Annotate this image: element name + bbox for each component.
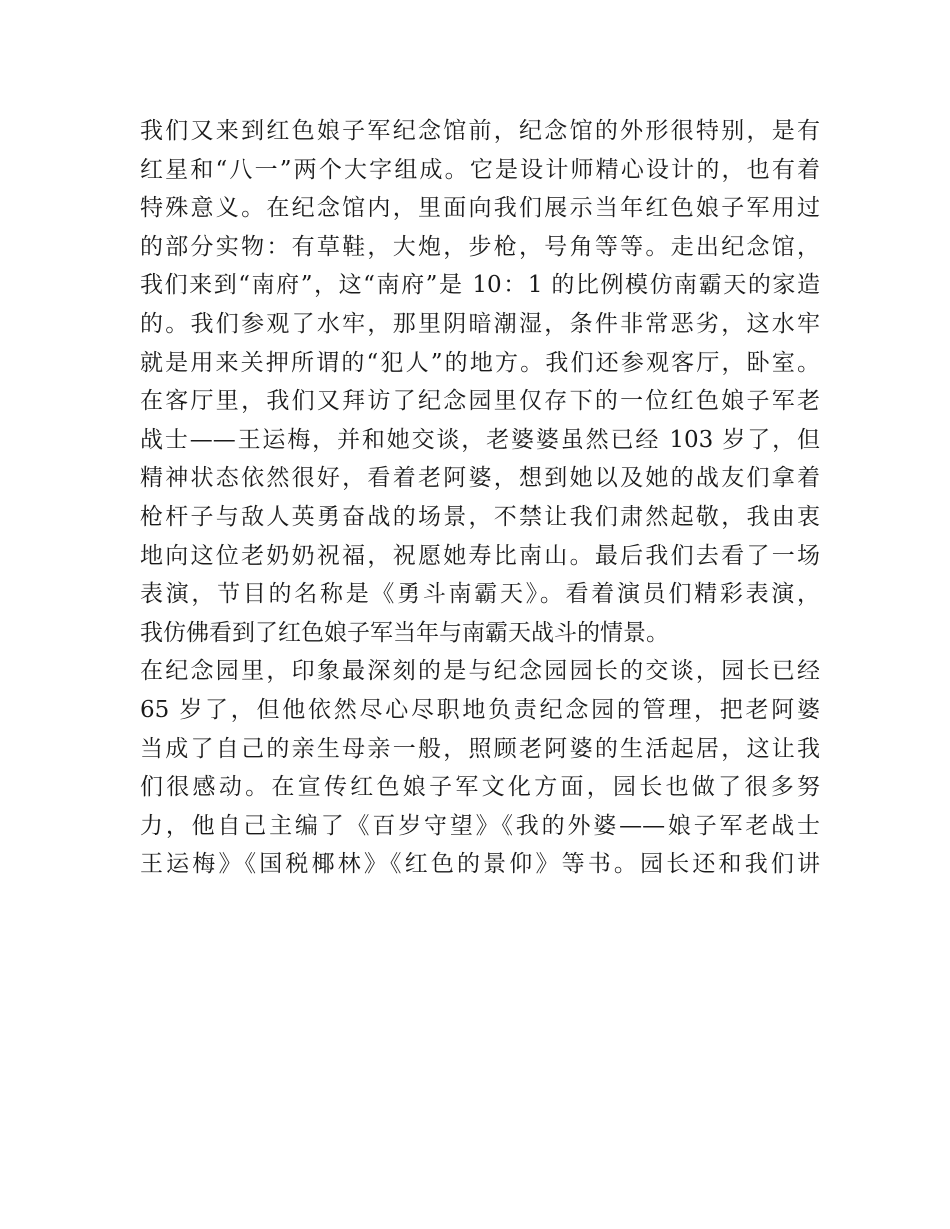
text-line: 枪杆子与敌人英勇奋战的场景，不禁让我们肃然起敬，我由衷 [140, 503, 820, 530]
text-line: 的部分实物：有草鞋，大炮，步枪，号角等等。走出纪念馆， [140, 233, 820, 260]
text-line: 我仿佛看到了红色娘子军当年与南霸天战斗的情景。 [140, 619, 669, 646]
text-line: 战士——王运梅，并和她交谈，老婆婆虽然已经 103 岁了，但 [140, 426, 820, 453]
text-line: 的。我们参观了水牢，那里阴暗潮湿，条件非常恶劣，这水牢 [140, 310, 820, 337]
text-line: 我们又来到红色娘子军纪念馆前，纪念馆的外形很特别，是有 [140, 118, 820, 144]
text-line: 当成了自己的亲生母亲一般，照顾老阿婆的生活起居，这让我 [140, 735, 820, 762]
text-line: 表演，节目的名称是《勇斗南霸天》。看着演员们精彩表演， [140, 581, 820, 608]
text-line: 特殊意义。在纪念馆内，里面向我们展示当年红色娘子军用过 [140, 195, 820, 222]
text-line: 在纪念园里，印象最深刻的是与纪念园园长的交谈，园长已经 [140, 658, 820, 685]
text-line: 在客厅里，我们又拜访了纪念园里仅存下的一位红色娘子军老 [140, 388, 820, 415]
text-line: 地向这位老奶奶祝福，祝愿她寿比南山。最后我们去看了一场 [140, 542, 820, 569]
text-line: 65 岁了，但他依然尽心尽职地负责纪念园的管理，把老阿婆 [140, 696, 820, 723]
text-line: 精神状态依然很好，看着老阿婆，想到她以及她的战友们拿着 [140, 465, 820, 492]
text-line: 王运梅》《国税椰林》《红色的景仰》等书。园长还和我们讲 [140, 851, 820, 878]
text-line: 红星和“八一”两个大字组成。它是设计师精心设计的，也有着 [140, 156, 820, 183]
paragraph-1 [140, 112, 820, 652]
paragraph-2 [140, 652, 820, 884]
body-text [140, 112, 820, 884]
text-line: 们很感动。在宣传红色娘子军文化方面，园长也做了很多努 [140, 774, 820, 801]
text-line: 就是用来关押所谓的“犯人”的地方。我们还参观客厅，卧室。 [140, 349, 820, 376]
text-line: 力，他自己主编了《百岁守望》《我的外婆——娘子军老战士 [140, 812, 820, 839]
text-line: 我们来到“南府”，这“南府”是 10：1 的比例模仿南霸天的家造 [140, 272, 820, 299]
